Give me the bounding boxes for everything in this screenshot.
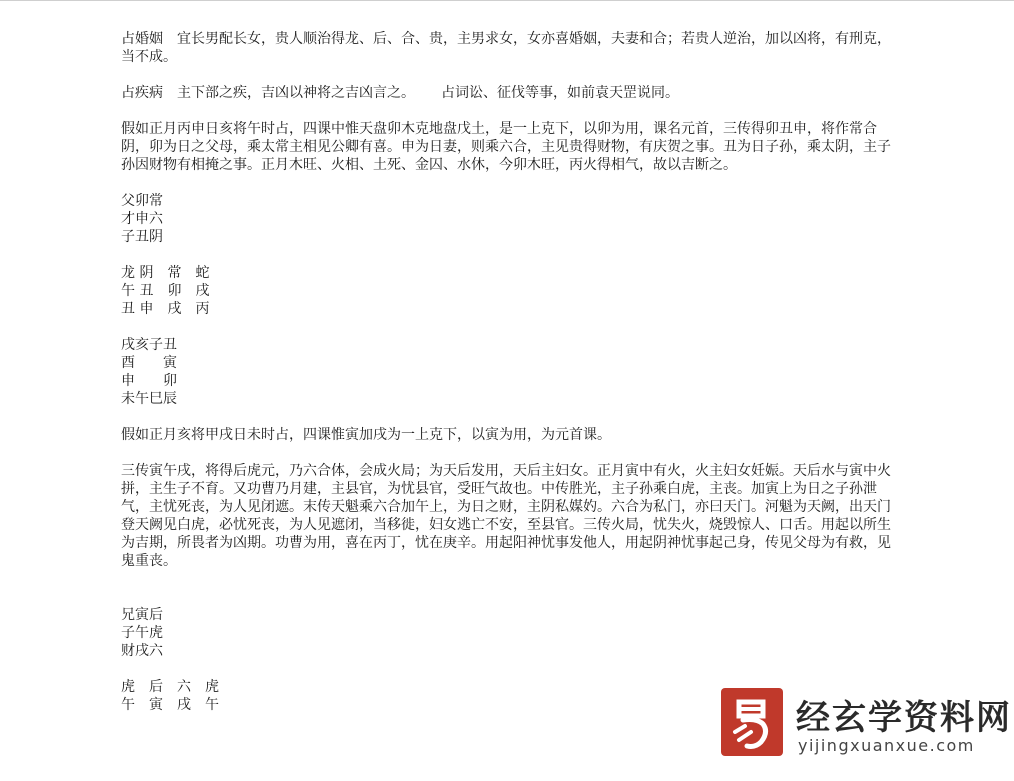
brand-name: 经玄学资料网	[796, 698, 1012, 738]
heaven-plate-1	[121, 336, 901, 408]
ke-line: 午 寅 戌 午	[121, 697, 219, 713]
chuan-line: 财戌六	[121, 643, 163, 659]
paragraph-illness	[121, 84, 901, 102]
chuan-line: 兄寅后	[121, 607, 163, 623]
three-transmissions-2	[121, 606, 901, 660]
pan-line: 未午巳辰	[121, 391, 177, 407]
illness-text: 占疾病 主下部之疾，吉凶以神将之吉凶言之。	[121, 85, 415, 101]
site-watermark	[718, 688, 1014, 781]
chuan-line: 才申六	[121, 211, 163, 227]
ke-line: 龙 阴 常 蛇	[121, 265, 210, 281]
paragraph-marriage: 占婚姻 宜长男配长女，贵人顺治得龙、后、合、贵，主男求女，女亦喜婚姻，夫妻和合；若贵人逆治，加以凶将，有刑克，当不成。	[121, 31, 891, 65]
yi-seal-icon	[721, 688, 783, 756]
chuan-line: 父卯常	[121, 193, 163, 209]
paragraph-example-1: 假如正月丙申日亥将午时占，四课中惟天盘卯木克地盘戊土，是一上克下，以卯为用，课名元首，三传得卯丑申，将作常合阴，卯为日之父母，乘太常主相见公卿有喜。申为日妻，则乘六合，主见贵得财物，有庆贺之事。丑为日子孙，乘太阴，主子孙因财物有相掩之事。正月木旺、火相、土死、金囚、水休，今卯木旺，丙火得相气，故以吉断之。	[121, 121, 891, 173]
three-transmissions-1	[121, 192, 901, 246]
pan-line: 戌亥子丑	[121, 337, 177, 353]
paragraph-analysis-2: 三传寅午戌，将得后虎元，乃六合体，会成火局；为天后发用，天后主妇女。正月寅中有火，火主妇女妊娠。天后水与寅中火拼，主生子不育。又功曹乃月建，主县官，为忧县官，受旺气故也。中传胜光，主子孙乘白虎，主丧。加寅上为日之子孙泄气，主忧死丧，为人见闭遮。末传天魁乘六合加午上，为日之财，主阴私媒妁。六合为私门，亦曰天门。河魁为天阙，出天门登天阙见白虎，必忧死丧，为人见遮闭，当移徙，妇女逃亡不安，至县官。三传火局，忧失火，烧毁惊人、口舌。用起以所生为吉期，所畏者为凶期。功曹为用，喜在丙丁，忧在庚辛。用起阳神忧事发他人，用起阴神忧事起己身，传见父母为有救，见鬼重丧。	[121, 463, 891, 569]
chuan-line: 子丑阴	[121, 229, 163, 245]
chuan-line: 子午虎	[121, 625, 163, 641]
lawsuit-text: 占词讼、征伐等事，如前袁天罡说同。	[441, 85, 679, 101]
pan-line: 酉 寅	[121, 355, 177, 371]
document-body	[121, 30, 901, 714]
pan-line: 申 卯	[121, 373, 177, 389]
ke-line: 丑 申 戌 丙	[121, 301, 210, 317]
ke-line: 虎 后 六 虎	[121, 679, 219, 695]
four-lessons-1	[121, 264, 901, 318]
ke-line: 午 丑 卯 戌	[121, 283, 210, 299]
brand-url: yijingxuanxue.com	[798, 736, 975, 755]
top-divider	[0, 0, 1014, 1]
paragraph-example-2: 假如正月亥将甲戌日未时占，四课惟寅加戌为一上克下，以寅为用，为元首课。	[121, 427, 611, 443]
